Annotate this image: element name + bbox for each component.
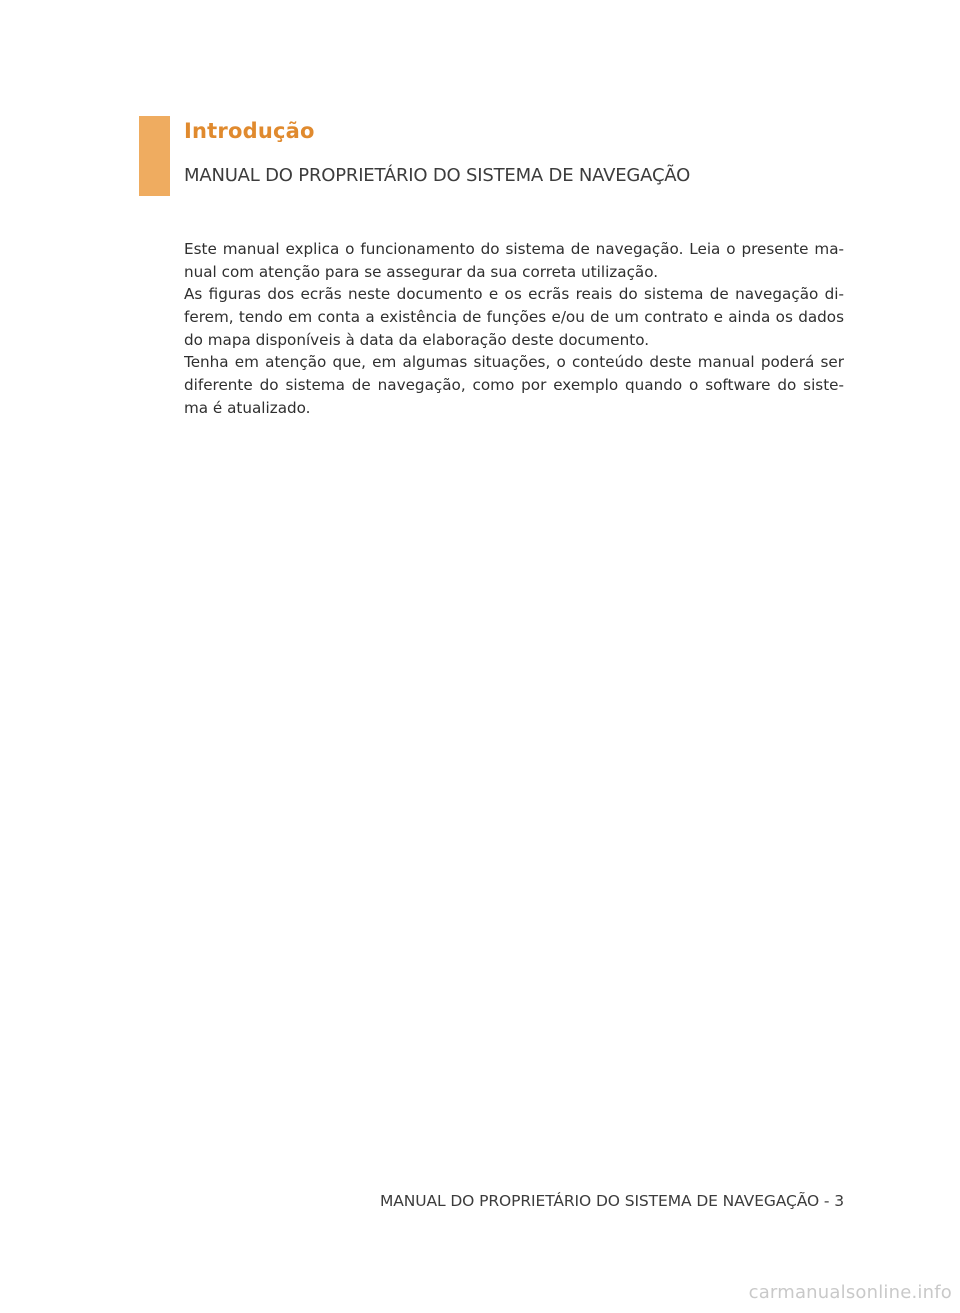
body-line: ferem, tendo em conta a existência de funções e/ou de um contrato e ainda os dados bbox=[184, 308, 844, 327]
body-text bbox=[184, 238, 844, 420]
body-line: do mapa disponíveis à data da elaboração deste documento. bbox=[184, 330, 650, 349]
manual-title: MANUAL DO PROPRIETÁRIO DO SISTEMA DE NAVEGAÇÃO bbox=[184, 165, 691, 186]
body-line: Tenha em atenção que, em algumas situações, o conteúdo deste manual poderá ser bbox=[184, 353, 844, 372]
body-line: ma é atualizado. bbox=[184, 398, 311, 417]
section-title: Introdução bbox=[184, 119, 315, 143]
watermark: carmanualsonline.info bbox=[748, 1282, 952, 1303]
page-footer: MANUAL DO PROPRIETÁRIO DO SISTEMA DE NAVEGAÇÃO - 3 bbox=[379, 1192, 844, 1210]
body-line: Este manual explica o funcionamento do sistema de navegação. Leia o presente ma- bbox=[184, 240, 844, 258]
body-line: nual com atenção para se assegurar da sua correta utilização. bbox=[184, 262, 659, 281]
body-line: As figuras dos ecrãs neste documento e os ecrãs reais do sistema de navegação di- bbox=[184, 285, 844, 304]
section-accent-bar bbox=[139, 116, 170, 196]
body-line: diferente do sistema de navegação, como por exemplo quando o software do siste- bbox=[184, 376, 844, 395]
